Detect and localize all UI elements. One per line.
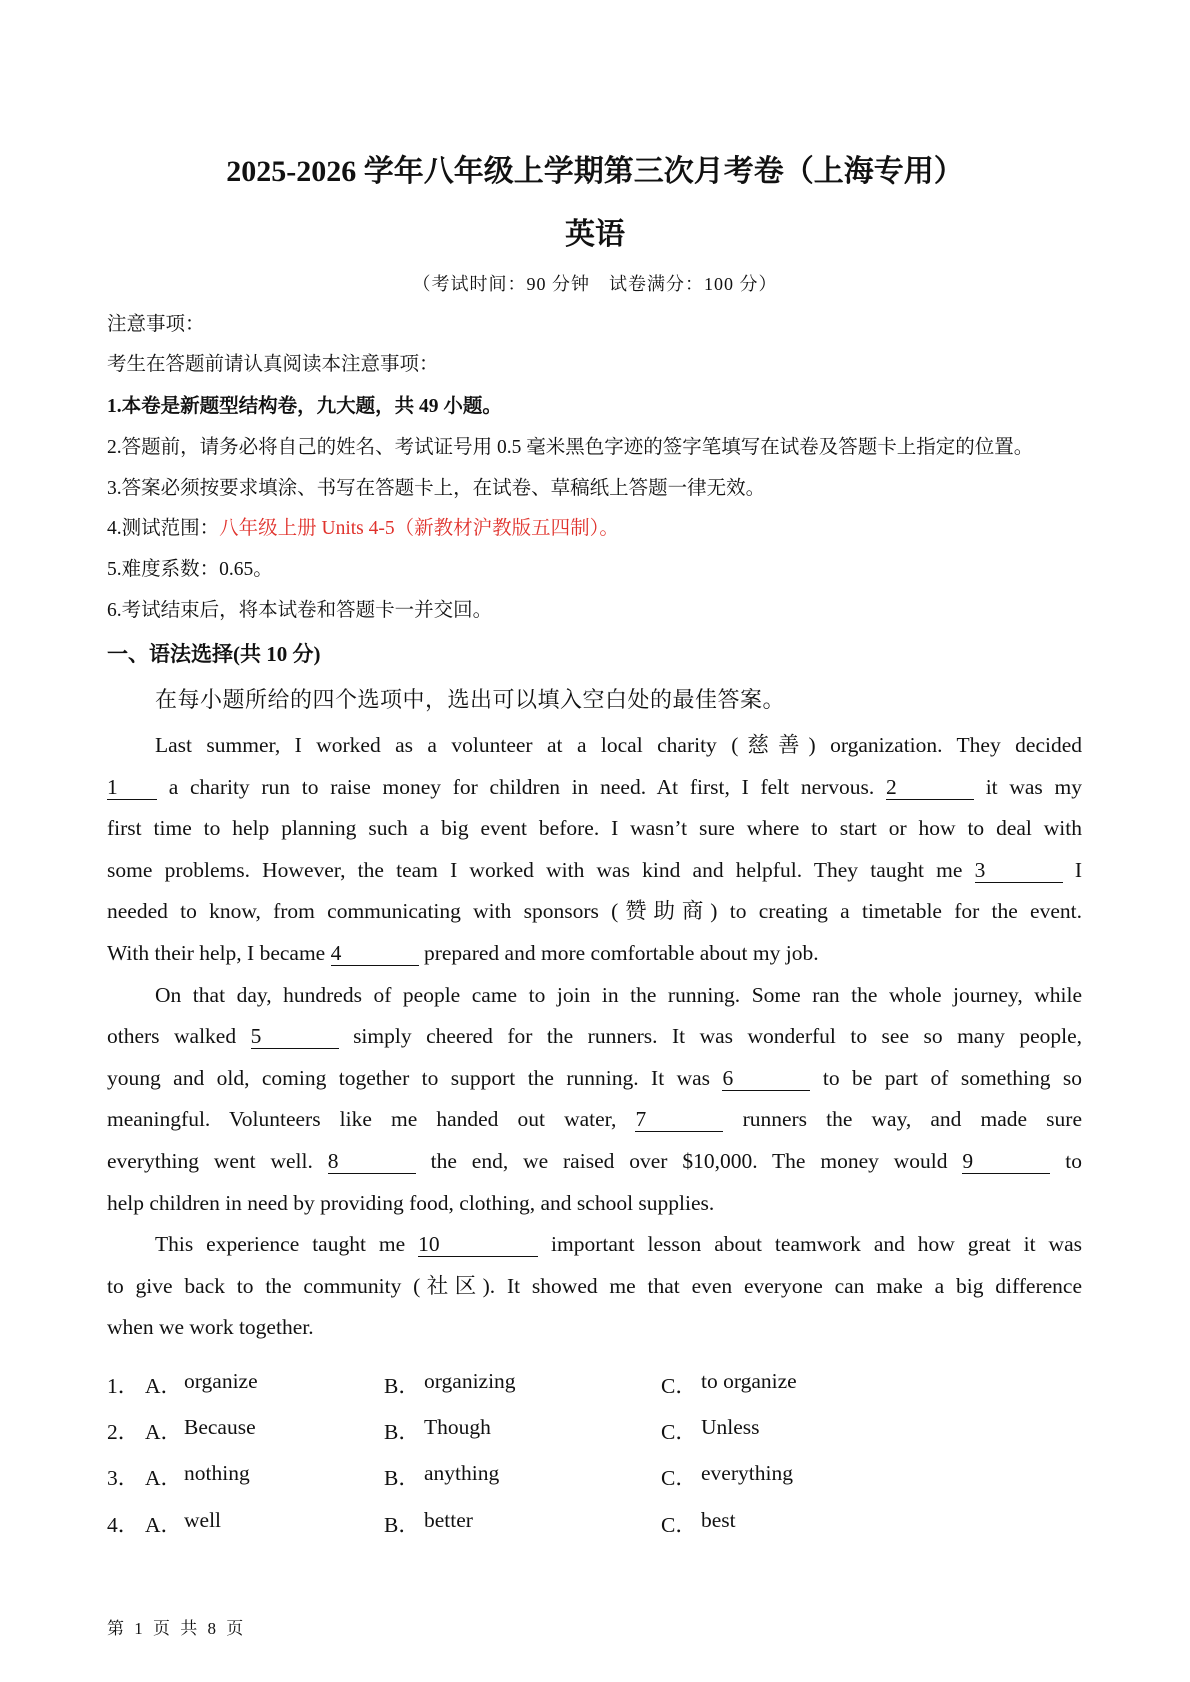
- option-label: B．: [384, 1420, 420, 1444]
- passage-text: to: [1050, 1148, 1082, 1173]
- cloze-passage: [107, 725, 1082, 1349]
- option-label: C．: [661, 1420, 697, 1444]
- answer-blank: 9: [962, 1149, 1050, 1174]
- passage-text: This experience taught me: [155, 1232, 419, 1257]
- option-text: nothing: [184, 1461, 250, 1485]
- answer-blank: 2: [886, 775, 974, 800]
- option-text: Though: [424, 1415, 491, 1439]
- option-text: to organize: [701, 1369, 797, 1393]
- passage-line: [107, 725, 1082, 767]
- question-number: 3．: [107, 1466, 140, 1490]
- passage-line: [107, 1141, 1082, 1183]
- passage-text: needed to know, from communicating with sponsors (赞助商) to creating a timetable for the event.: [107, 899, 1082, 924]
- answer-blank: 4: [331, 941, 419, 966]
- option-text: organizing: [424, 1369, 516, 1393]
- page-title: 2025-2026 学年八年级上学期第三次月考卷（上海专用）: [226, 155, 964, 188]
- passage-line: [107, 933, 1082, 975]
- option-text: anything: [424, 1461, 500, 1485]
- passage-text: Last summer, I worked as a volunteer at a local charity (慈善) organization. They decided: [155, 733, 1082, 757]
- option-label: A．: [145, 1374, 183, 1398]
- note-item-5: 5.难度系数：0.65。: [107, 559, 273, 580]
- passage-line: [107, 1058, 1082, 1100]
- notes-intro: 考生在答题前请认真阅读本注意事项：: [107, 354, 439, 375]
- option-label: A．: [145, 1466, 183, 1490]
- option-text: Unless: [701, 1415, 760, 1439]
- passage-text: to be part of something so: [810, 1065, 1082, 1090]
- note-item-3: 3.答案必须按要求填涂、书写在答题卡上，在试卷、草稿纸上答题一律无效。: [107, 478, 766, 499]
- answer-blank: 10: [418, 1232, 538, 1257]
- notes-heading: 注意事项：: [107, 314, 205, 335]
- question-number: 2．: [107, 1420, 140, 1444]
- passage-line: [107, 1307, 1082, 1349]
- passage-text: help children in need by providing food, clothing, and school supplies.: [107, 1190, 715, 1215]
- passage-text: first time to help planning such a big event before. I wasn’t sure where to start or how to deal with: [107, 816, 1082, 841]
- test-scope: 八年级上册 Units 4-5（新教材沪教版五四制）。: [219, 518, 619, 539]
- passage-line: [107, 1099, 1082, 1141]
- answer-blank: 7: [635, 1107, 723, 1132]
- passage-line: [107, 975, 1082, 1017]
- passage-text: prepared and more comfortable about my job.: [418, 940, 819, 965]
- passage-text: some problems. However, the team I worked with was kind and helpful. They taught me: [107, 857, 975, 882]
- passage-text: simply cheered for the runners. It was wonderful to see so many people,: [338, 1024, 1082, 1049]
- answer-blank: 8: [328, 1149, 416, 1174]
- passage-text: I: [1062, 857, 1082, 882]
- option-text: best: [701, 1508, 736, 1532]
- passage-line: [107, 808, 1082, 850]
- question-number: 1．: [107, 1374, 140, 1398]
- option-text: everything: [701, 1461, 793, 1485]
- option-label: A．: [145, 1420, 183, 1444]
- passage-text: the end, we raised over $10,000. The money would: [415, 1148, 963, 1173]
- section-instruction: 在每小题所给的四个选项中，选出可以填入空白处的最佳答案。: [155, 687, 786, 712]
- option-text: organize: [184, 1369, 258, 1393]
- answer-blank: 5: [251, 1024, 339, 1049]
- option-text: better: [424, 1508, 473, 1532]
- answer-blank: 6: [722, 1066, 810, 1091]
- passage-text: others walked: [107, 1024, 251, 1049]
- exam-info: （考试时间：90 分钟 试卷满分：100 分）: [412, 274, 778, 294]
- passage-line: [107, 1183, 1082, 1225]
- option-text: well: [184, 1508, 222, 1532]
- passage-text: With their help, I became: [107, 940, 331, 965]
- option-text: Because: [184, 1415, 256, 1439]
- option-label: C．: [661, 1466, 697, 1490]
- passage-text: it was my: [973, 774, 1082, 799]
- passage-text: a charity run to raise money for children in need. At first, I felt nervous.: [157, 774, 886, 799]
- note-item-2: 2.答题前，请务必将自己的姓名、考试证号用 0.5 毫米黑色字迹的签字笔填写在试卷及答题卡上指定的位置。: [107, 437, 1034, 458]
- passage-text: to give back to the community (社区). It showed me that even everyone can make a big difference: [107, 1273, 1082, 1298]
- option-label: A．: [145, 1513, 183, 1537]
- option-label: B．: [384, 1466, 420, 1490]
- passage-text: On that day, hundreds of people came to join in the running. Some ran the whole journey, while: [155, 982, 1082, 1007]
- passage-line: [107, 1016, 1082, 1058]
- question-number: 4．: [107, 1513, 140, 1537]
- passage-text: runners the way, and made sure: [723, 1107, 1083, 1132]
- passage-text: when we work together.: [107, 1315, 314, 1340]
- passage-text: meaningful. Volunteers like me handed out water,: [107, 1107, 636, 1132]
- answer-blank: 1: [107, 775, 157, 800]
- answer-blank: 3: [975, 858, 1063, 883]
- passage-line: [107, 1224, 1082, 1266]
- passage-text: young and old, coming together to support the running. It was: [107, 1065, 723, 1090]
- passage-text: everything went well.: [107, 1148, 328, 1173]
- note-item-1: 1.本卷是新题型结构卷，九大题，共 49 小题。: [107, 396, 502, 417]
- option-label: B．: [384, 1513, 420, 1537]
- note-item-4: [107, 512, 619, 540]
- section-title: 一、语法选择(共 10 分): [107, 642, 321, 666]
- subject-title: 英语: [565, 218, 625, 251]
- page-footer: 第 1 页 共 8 页: [107, 1619, 247, 1638]
- passage-line: [107, 1266, 1082, 1308]
- option-label: C．: [661, 1374, 697, 1398]
- passage-text: important lesson about teamwork and how great it was: [538, 1232, 1082, 1257]
- option-label: B．: [384, 1374, 420, 1398]
- note-item-4-label: 4.测试范围：: [107, 518, 220, 539]
- note-item-6: 6.考试结束后，将本试卷和答题卡一并交回。: [107, 600, 493, 621]
- option-label: C．: [661, 1513, 697, 1537]
- passage-line: [107, 891, 1082, 933]
- passage-line: [107, 850, 1082, 892]
- passage-line: [107, 767, 1082, 809]
